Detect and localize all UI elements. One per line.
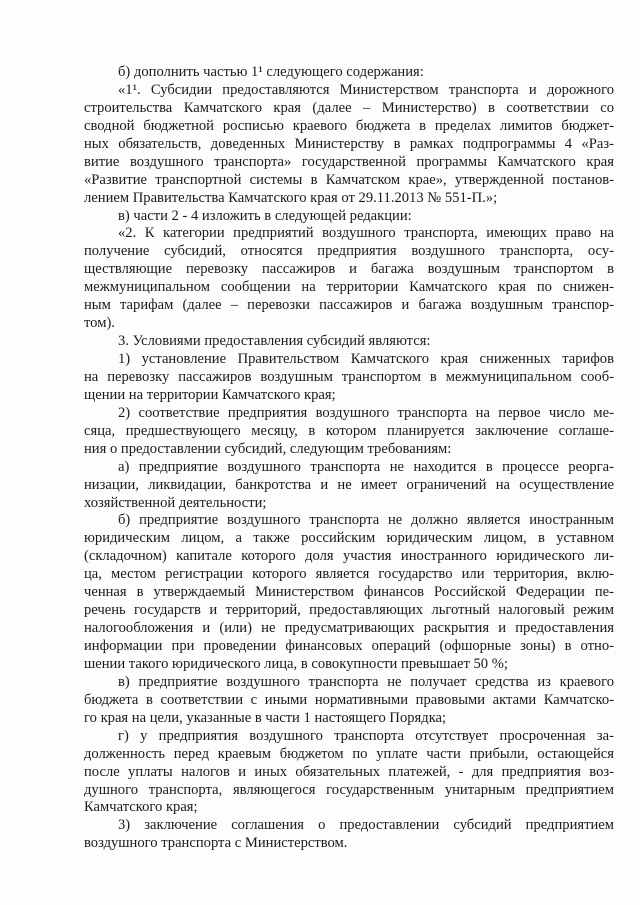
text-line: (складочном) капитале которого доля участия иностранного юридического ли-	[84, 548, 614, 565]
text-line: межмуниципальном сообщении на территории Камчатского края по снижен-	[84, 279, 614, 296]
text-line: щении на территории Камчатского края;	[84, 386, 336, 403]
text-line: лением Правительства Камчатского края от 29.11.2013 № 551-П.»;	[84, 189, 498, 206]
text-line: ния о предоставлении субсидий, следующим требованиям:	[84, 440, 452, 457]
text-line: ных обязательств, доведенных Министерству в рамках подпрограммы 4 «Раз-	[84, 135, 614, 152]
text-line: «1¹. Субсидии предоставляются Министерством транспорта и дорожного	[118, 81, 614, 98]
text-line: 3) заключение соглашения о предоставлении субсидий предприятием	[118, 817, 614, 834]
text-line: витие воздушного транспорта» государственной программы Камчатского края	[84, 153, 614, 170]
text-line: хозяйственной деятельности;	[84, 494, 267, 511]
text-line: юридическим лицом, а также российским юридическим лицом, в уставном	[84, 530, 614, 547]
text-line: а) предприятие воздушного транспорта не находится в процессе реорга-	[118, 458, 614, 475]
text-line: 2) соответствие предприятия воздушного транспорта на первое число ме-	[118, 404, 614, 421]
text-line: б) предприятие воздушного транспорта не должно является иностранным	[118, 512, 614, 529]
text-line: ществляющие перевозку пассажиров и багажа воздушным транспортом в	[84, 261, 614, 278]
text-line: в) части 2 - 4 изложить в следующей редакции:	[118, 207, 412, 224]
text-line: г) у предприятия воздушного транспорта отсутствует просроченная за-	[118, 727, 614, 744]
text-line: шении такого юридического лица, в совокупности превышает 50 %;	[84, 655, 508, 672]
text-line: «2. К категории предприятий воздушного транспорта, имеющих право на	[118, 225, 614, 242]
text-line: сводной бюджетной росписью краевого бюджета в пределах лимитов бюджет-	[84, 117, 614, 134]
text-line: после уплаты налогов и иных обязательных платежей, - для предприятия воз-	[84, 763, 614, 780]
text-line: долженность перед краевым бюджетом по уплате части прибыли, остающейся	[84, 745, 614, 762]
text-line: воздушного транспорта с Министерством.	[84, 835, 348, 852]
text-line: строительства Камчатского края (далее – Министерство) в соответствии со	[84, 99, 614, 116]
text-line: сяца, предшествующего месяцу, в котором планируется заключение соглаше-	[84, 422, 614, 439]
text-line: 1) установление Правительством Камчатского края сниженных тарифов	[118, 351, 614, 367]
text-line: том).	[84, 315, 115, 332]
text-line: б) дополнить частью 1¹ следующего содержания:	[118, 64, 424, 80]
text-line: Камчатского края;	[84, 799, 198, 816]
text-line: бюджета в соответствии с иными нормативными правовыми актами Камчатско-	[84, 691, 614, 708]
text-line: душного транспорта, являющегося государственным унитарным предприятием	[84, 781, 614, 798]
text-line: 3. Условиями предоставления субсидий являются:	[118, 333, 431, 350]
text-line: налогообложения и (или) не предусматривающих раскрытия и предоставления	[84, 620, 614, 637]
text-line: го края на цели, указанные в части 1 настоящего Порядка;	[84, 709, 447, 726]
text-line: ным тарифам (далее – перевозки пассажиров и багажа воздушным транспор-	[84, 297, 614, 314]
text-line: ца, местом регистрации которого является государство или территория, вклю-	[84, 566, 614, 583]
text-line: получение субсидий, относятся предприятия воздушного транспорта, осу-	[84, 243, 614, 260]
text-line: на перевозку пассажиров воздушным транспортом в межмуниципальном сооб-	[84, 368, 614, 385]
text-line: речень государств и территорий, предоставляющих льготный налоговый режим	[84, 602, 614, 619]
text-line: ченная в утверждаемый Министерством финансов Российской Федерации пе-	[84, 584, 614, 601]
text-line: информации при проведении финансовых операций (офшорные зоны) в отно-	[84, 638, 614, 654]
text-line: в) предприятие воздушного транспорта не получает средства из краевого	[118, 673, 614, 690]
text-line: «Развитие транспортной системы в Камчатском крае», утвержденной постанов-	[84, 171, 614, 188]
text-line: низации, ликвидации, банкротства и не имеет ограничений на осуществление	[84, 476, 614, 493]
